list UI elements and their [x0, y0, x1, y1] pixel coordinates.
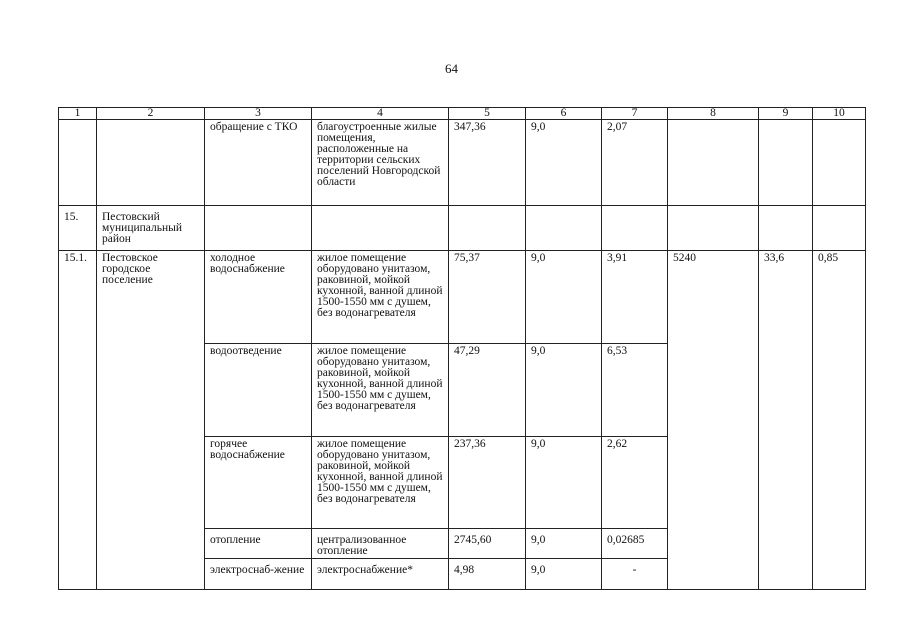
- value-cell: 347,36: [449, 120, 526, 206]
- header-cell: 8: [668, 108, 759, 120]
- service-cell: холодное водоснабжение: [205, 251, 312, 344]
- header-cell: 1: [59, 108, 97, 120]
- header-cell: 2: [97, 108, 205, 120]
- value-cell: 3,91: [602, 251, 668, 344]
- value-cell: 0,02685: [602, 529, 668, 559]
- value-cell: [602, 206, 668, 251]
- value-cell: 2,07: [602, 120, 668, 206]
- territory-cell: Пестовское городское поселение: [97, 251, 205, 590]
- value-cell: 5240: [668, 251, 759, 590]
- value-cell: 9,0: [526, 120, 602, 206]
- territory-cell: Пестовский муниципальный район: [97, 206, 205, 251]
- page-number: 64: [445, 61, 458, 76]
- condition-cell: [312, 206, 449, 251]
- service-cell: электроснаб-жение: [205, 559, 312, 590]
- value-cell: [813, 206, 866, 251]
- condition-cell: жилое помещение оборудовано унитазом, раковиной, мойкой кухонной, ванной длиной 1500-1550 мм с душем, без водонагревателя: [312, 437, 449, 529]
- value-cell: [668, 206, 759, 251]
- condition-cell: электроснабжение*: [312, 559, 449, 590]
- value-cell: 75,37: [449, 251, 526, 344]
- condition-cell: жилое помещение оборудовано унитазом, раковиной, мойкой кухонной, ванной длиной 1500-1550 мм с душем, без водонагревателя: [312, 344, 449, 437]
- service-cell: [205, 206, 312, 251]
- territory-cell: [97, 120, 205, 206]
- header-cell: 3: [205, 108, 312, 120]
- row-number-cell: 15.1.: [59, 251, 97, 590]
- value-cell: 2,62: [602, 437, 668, 529]
- row-number-cell: [59, 120, 97, 206]
- value-cell: -: [602, 559, 668, 590]
- header-cell: 7: [602, 108, 668, 120]
- value-cell: 9,0: [526, 529, 602, 559]
- value-cell: [526, 206, 602, 251]
- value-cell: 0,85: [813, 251, 866, 590]
- value-cell: 47,29: [449, 344, 526, 437]
- service-cell: обращение с ТКО: [205, 120, 312, 206]
- condition-cell: централизованное отопление: [312, 529, 449, 559]
- value-cell: [813, 120, 866, 206]
- value-cell: [668, 120, 759, 206]
- service-cell: отопление: [205, 529, 312, 559]
- value-cell: 2745,60: [449, 529, 526, 559]
- condition-cell: жилое помещение оборудовано унитазом, раковиной, мойкой кухонной, ванной длиной 1500-1550 мм с душем, без водонагревателя: [312, 251, 449, 344]
- value-cell: [759, 120, 813, 206]
- header-cell: 4: [312, 108, 449, 120]
- header-cell: 6: [526, 108, 602, 120]
- table-row: [59, 120, 866, 206]
- value-cell: [449, 206, 526, 251]
- value-cell: 33,6: [759, 251, 813, 590]
- value-cell: 9,0: [526, 344, 602, 437]
- service-cell: горячее водоснабжение: [205, 437, 312, 529]
- value-cell: 9,0: [526, 559, 602, 590]
- value-cell: 4,98: [449, 559, 526, 590]
- value-cell: 9,0: [526, 251, 602, 344]
- header-cell: 9: [759, 108, 813, 120]
- table-row: [59, 251, 866, 344]
- row-number-cell: 15.: [59, 206, 97, 251]
- value-cell: 237,36: [449, 437, 526, 529]
- table-header-row: [59, 108, 866, 120]
- service-cell: водоотведение: [205, 344, 312, 437]
- value-cell: [759, 206, 813, 251]
- tariff-table: [58, 107, 866, 590]
- header-cell: 10: [813, 108, 866, 120]
- value-cell: 9,0: [526, 437, 602, 529]
- header-cell: 5: [449, 108, 526, 120]
- value-cell: 6,53: [602, 344, 668, 437]
- condition-cell: благоустроенные жилые помещения, расположенные на территории сельских поселений Новгородской области: [312, 120, 449, 206]
- table-row: [59, 206, 866, 251]
